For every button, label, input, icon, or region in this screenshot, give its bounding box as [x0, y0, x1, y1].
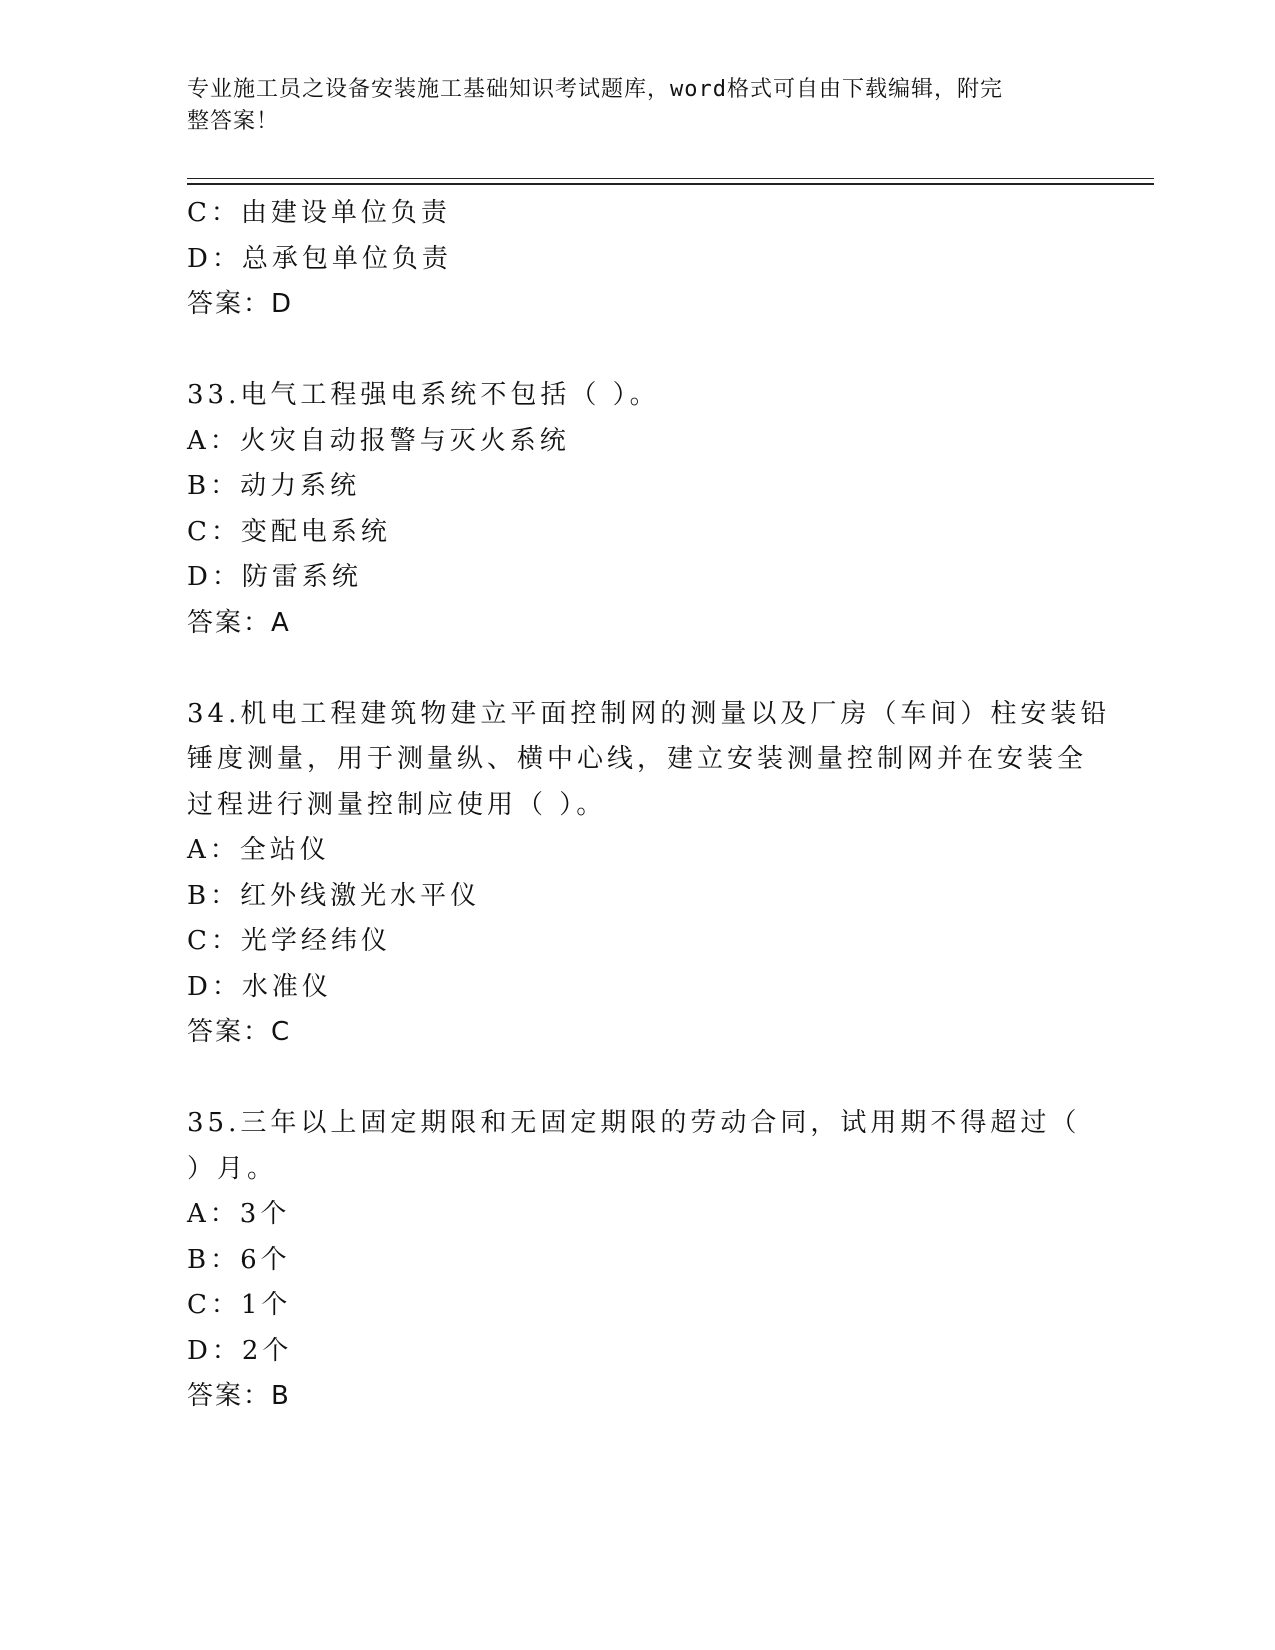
question-text-line-2: ）月。: [187, 1153, 278, 1184]
header-line-1: 专业施工员之设备安装施工基础知识考试题库，word格式可自由下载编辑，附完: [187, 77, 1003, 102]
question-text-line-1: 35.三年以上固定期限和无固定期限的劳动合同，试用期不得超过（: [187, 1108, 1081, 1138]
option-b: B：动力系统: [187, 471, 361, 501]
option-b: B：红外线激光水平仪: [187, 880, 481, 911]
document-header: [187, 74, 1067, 138]
option-c: C：光学经纬仪: [187, 926, 391, 956]
option-a: A：3个: [187, 1199, 291, 1229]
option-a: A：全站仪: [187, 835, 330, 865]
header-divider-thin: [187, 178, 1154, 179]
spacer: [187, 1056, 1087, 1102]
option-d: D：防雷系统: [187, 562, 362, 592]
question-34: [187, 692, 1111, 1056]
answer-line: 答案：A: [187, 607, 291, 638]
header-line-2: 整答案！: [187, 109, 280, 134]
option-d: D：2个: [187, 1335, 293, 1366]
option-d: D：总承包单位负责: [187, 243, 452, 274]
option-c: C：由建设单位负责: [187, 198, 451, 228]
question-32-continued: [187, 191, 1087, 328]
question-33: [187, 373, 1087, 646]
option-c: C：1个: [187, 1290, 292, 1320]
answer-line: 答案：C: [187, 1017, 292, 1047]
question-text-line-2: 锤度测量，用于测量纵、横中心线，建立安装测量控制网并在安装全: [187, 744, 1088, 774]
spacer: [187, 328, 1087, 374]
option-a: A：火灾自动报警与灭火系统: [187, 425, 570, 456]
document-body: [187, 191, 1111, 1420]
answer-line: 答案：B: [187, 1381, 291, 1411]
question-text: 33.电气工程强电系统不包括（ ）。: [187, 380, 660, 410]
option-b: B：6个: [187, 1244, 291, 1275]
header-divider-thick: [187, 183, 1154, 185]
option-c: C：变配电系统: [187, 516, 391, 547]
question-35: [187, 1101, 1087, 1420]
spacer: [187, 646, 1087, 692]
answer-line: 答案：D: [187, 289, 294, 319]
question-text-line-3: 过程进行测量控制应使用（ ）。: [187, 789, 607, 820]
option-d: D：水准仪: [187, 971, 332, 1002]
question-text-line-1: 34.机电工程建筑物建立平面控制网的测量以及厂房（车间）柱安装铅: [187, 698, 1111, 729]
